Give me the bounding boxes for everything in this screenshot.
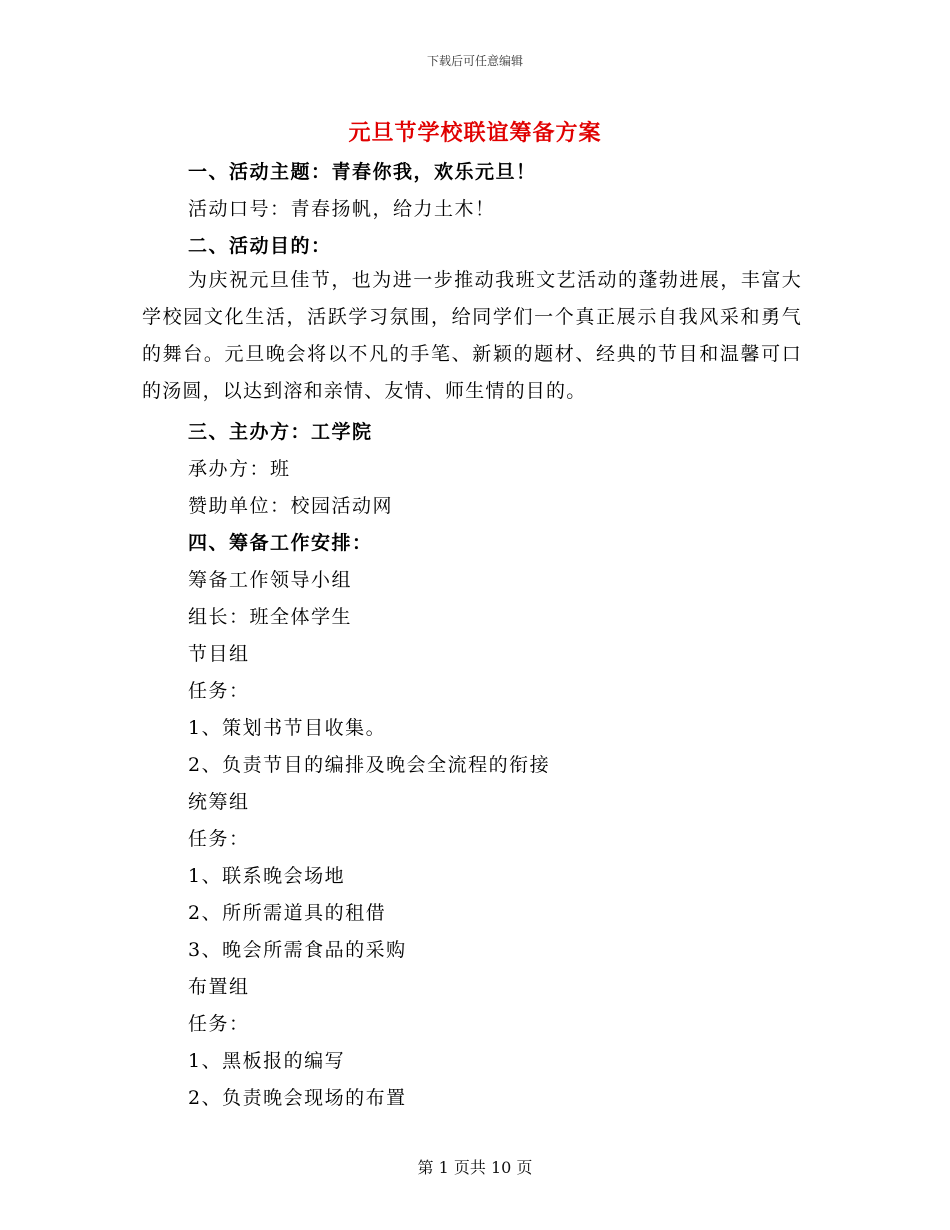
section-2-heading: 二、活动目的：: [188, 235, 332, 257]
leadership-group-line: 筹备工作领导小组: [188, 569, 353, 591]
coordination-group-heading: 统筹组: [188, 791, 250, 813]
task-label: 任务：: [188, 680, 250, 702]
document-title: 元旦节学校联谊筹备方案: [348, 120, 602, 146]
sponsor-line: 赞助单位：校园活动网: [188, 495, 394, 517]
page-header: 下载后可任意编辑: [426, 54, 523, 68]
list-item: 1、联系晚会场地: [188, 865, 346, 887]
program-group-heading: 节目组: [188, 643, 250, 665]
list-item: 2、所所需道具的租借: [188, 902, 387, 924]
section-4-heading: 四、筹备工作安排：: [188, 532, 373, 554]
list-item: 1、策划书节目收集。: [188, 717, 387, 739]
activity-slogan: 活动口号：青春扬帆，给力土木！: [188, 198, 496, 220]
section-3-heading: 三、主办方：工学院: [188, 421, 373, 443]
purpose-paragraph: 为庆祝元旦佳节，也为进一步推动我班文艺活动的蓬勃进展，丰富大学校园文化生活，活跃学习氛围，给同学们一个真正展示自我风采和勇气的舞台。元旦晚会将以不凡的手笔、新颖的题材、经典的节目和温馨可口的汤圆，以达到溶和亲情、友情、师生情的目的。: [142, 269, 802, 402]
list-item: 3、晚会所需食品的采购: [188, 939, 407, 961]
list-item: 1、黑板报的编写: [188, 1050, 346, 1072]
leader-line: 组长：班全体学生: [188, 606, 353, 628]
task-label: 任务：: [188, 828, 250, 850]
task-label: 任务：: [188, 1013, 250, 1035]
section-1-heading: 一、活动主题：青春你我，欢乐元旦！: [188, 161, 537, 183]
page-footer: 第 1 页共 10 页: [417, 1158, 533, 1177]
list-item: 2、负责晚会现场的布置: [188, 1087, 407, 1109]
decoration-group-heading: 布置组: [188, 976, 250, 998]
list-item: 2、负责节目的编排及晚会全流程的衔接: [188, 754, 551, 776]
organizer-line: 承办方：班: [188, 458, 291, 480]
